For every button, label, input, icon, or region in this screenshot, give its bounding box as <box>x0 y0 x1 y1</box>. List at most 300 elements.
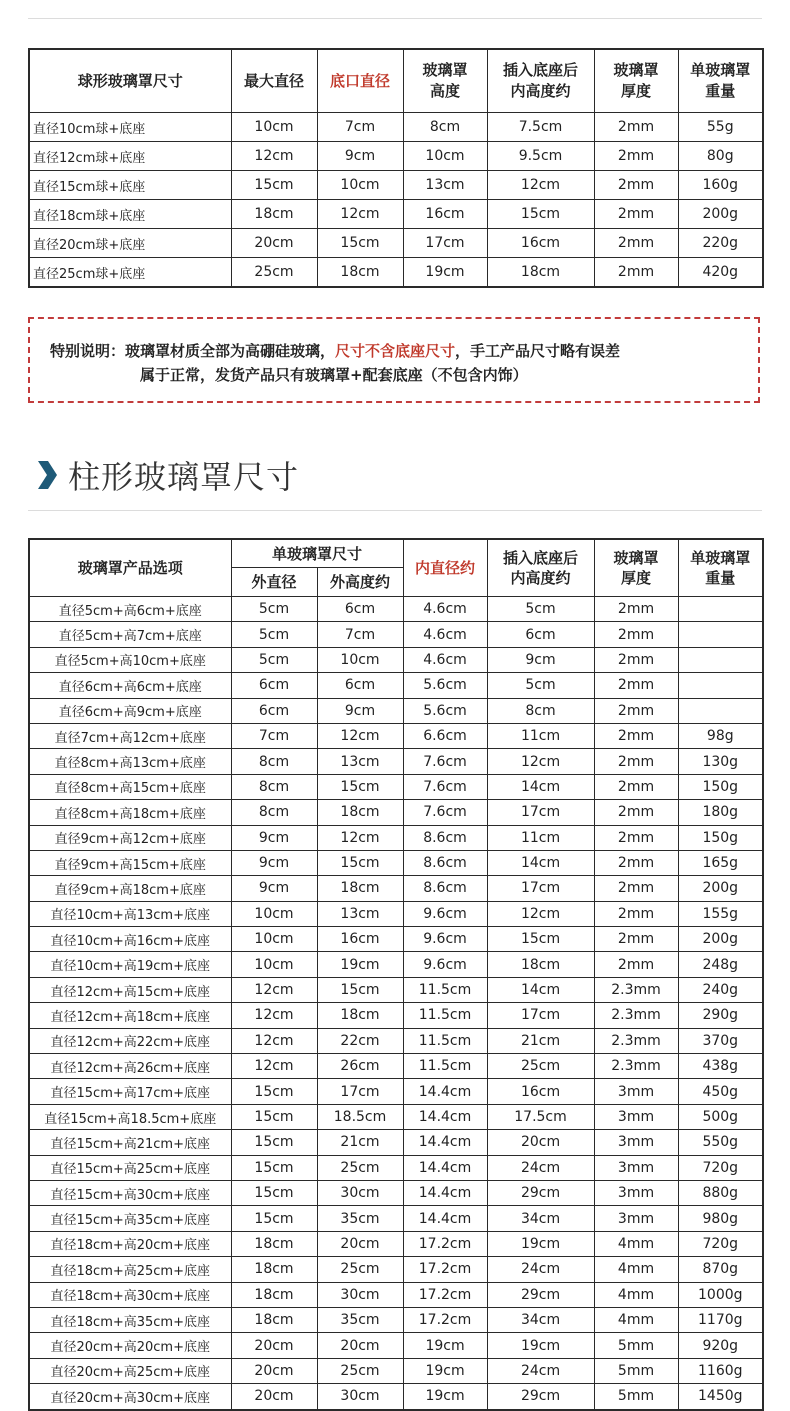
table-cell: 130g <box>678 749 763 774</box>
table-cell: 6cm <box>317 597 403 622</box>
table-cell: 10cm <box>231 901 317 926</box>
cylinder-table-row <box>29 1054 763 1079</box>
table-cell: 150g <box>678 825 763 850</box>
table-cell: 17cm <box>317 1079 403 1104</box>
cylinder-table-row <box>29 597 763 622</box>
sphere-header-thickness: 玻璃罩 厚度 <box>594 49 678 113</box>
row-label-cell: 直径25cm球+底座 <box>29 258 231 288</box>
sphere-table-row <box>29 171 763 200</box>
table-cell <box>678 647 763 672</box>
row-label-cell: 直径18cm+高35cm+底座 <box>29 1307 231 1332</box>
table-cell: 14.4cm <box>403 1155 487 1180</box>
table-cell: 4mm <box>594 1282 678 1307</box>
table-cell: 17.2cm <box>403 1307 487 1332</box>
table-cell: 2.3mm <box>594 1028 678 1053</box>
table-cell: 2mm <box>594 142 678 171</box>
table-cell: 20cm <box>231 229 317 258</box>
table-cell: 12cm <box>487 901 594 926</box>
table-cell: 7.5cm <box>487 113 594 142</box>
table-cell: 14.4cm <box>403 1104 487 1129</box>
table-cell: 19cm <box>403 1384 487 1410</box>
sphere-header-row <box>29 49 763 113</box>
notice-line-1 <box>50 340 620 361</box>
sphere-table-row <box>29 200 763 229</box>
table-cell: 5mm <box>594 1358 678 1383</box>
table-cell: 12cm <box>231 1054 317 1079</box>
table-cell: 5cm <box>231 647 317 672</box>
table-cell: 5cm <box>487 597 594 622</box>
table-cell: 2mm <box>594 723 678 748</box>
row-label-cell: 直径5cm+高10cm+底座 <box>29 647 231 672</box>
row-label-cell: 直径18cm球+底座 <box>29 200 231 229</box>
table-cell: 9cm <box>231 850 317 875</box>
table-cell: 15cm <box>231 1206 317 1231</box>
table-cell: 438g <box>678 1054 763 1079</box>
section-divider <box>28 510 762 511</box>
table-cell: 3mm <box>594 1130 678 1155</box>
sphere-table-row <box>29 113 763 142</box>
section-title: 柱形玻璃罩尺寸 <box>68 458 300 496</box>
row-label-cell: 直径20cm+高30cm+底座 <box>29 1384 231 1410</box>
cylinder-table-row <box>29 1104 763 1129</box>
table-cell: 8cm <box>487 698 594 723</box>
cyl-header-inner-diameter: 内直径约 <box>403 539 487 597</box>
table-cell: 21cm <box>487 1028 594 1053</box>
table-cell: 18cm <box>231 1231 317 1256</box>
cyl-header-outer-height: 外高度约 <box>317 568 403 597</box>
table-cell: 20cm <box>317 1231 403 1256</box>
cylinder-table-row <box>29 1358 763 1383</box>
table-cell: 3mm <box>594 1180 678 1205</box>
top-divider <box>28 18 762 19</box>
table-cell: 4.6cm <box>403 647 487 672</box>
table-cell: 15cm <box>231 1130 317 1155</box>
cylinder-table-row <box>29 622 763 647</box>
sphere-header-inner-height: 插入底座后 内高度约 <box>487 49 594 113</box>
table-cell: 2mm <box>594 673 678 698</box>
table-cell: 7cm <box>231 723 317 748</box>
sphere-header-max-diameter: 最大直径 <box>231 49 317 113</box>
table-cell: 9cm <box>317 698 403 723</box>
table-cell: 11cm <box>487 825 594 850</box>
table-cell: 24cm <box>487 1257 594 1282</box>
table-cell: 450g <box>678 1079 763 1104</box>
table-cell: 18cm <box>231 1282 317 1307</box>
sphere-header-base-diameter: 底口直径 <box>317 49 403 113</box>
table-cell: 5cm <box>231 622 317 647</box>
table-cell: 220g <box>678 229 763 258</box>
table-cell: 20cm <box>487 1130 594 1155</box>
table-cell: 21cm <box>317 1130 403 1155</box>
row-label-cell: 直径12cm球+底座 <box>29 142 231 171</box>
table-cell: 18cm <box>231 200 317 229</box>
special-notice <box>28 317 760 403</box>
table-cell: 7.6cm <box>403 800 487 825</box>
table-cell: 3mm <box>594 1155 678 1180</box>
row-label-cell: 直径15cm+高18.5cm+底座 <box>29 1104 231 1129</box>
table-cell: 3mm <box>594 1206 678 1231</box>
table-cell: 12cm <box>487 749 594 774</box>
cylinder-table-row <box>29 1231 763 1256</box>
table-cell: 200g <box>678 927 763 952</box>
table-cell: 16cm <box>403 200 487 229</box>
table-cell: 19cm <box>487 1231 594 1256</box>
cylinder-table-row <box>29 1333 763 1358</box>
cylinder-table-row <box>29 1079 763 1104</box>
table-cell: 3mm <box>594 1079 678 1104</box>
cylinder-table-row <box>29 1282 763 1307</box>
notice-text-a: 特别说明：玻璃罩材质全部为高硼硅玻璃， <box>50 342 336 360</box>
table-cell: 2mm <box>594 774 678 799</box>
table-cell <box>678 622 763 647</box>
cylinder-table-row <box>29 723 763 748</box>
table-cell: 9.6cm <box>403 901 487 926</box>
table-cell: 17.5cm <box>487 1104 594 1129</box>
cylinder-table-row <box>29 698 763 723</box>
table-cell: 16cm <box>487 229 594 258</box>
table-cell <box>678 698 763 723</box>
table-cell: 14cm <box>487 774 594 799</box>
table-cell: 1000g <box>678 1282 763 1307</box>
table-cell: 12cm <box>317 723 403 748</box>
table-cell: 248g <box>678 952 763 977</box>
table-cell: 14.4cm <box>403 1130 487 1155</box>
table-cell: 4mm <box>594 1231 678 1256</box>
table-cell: 2mm <box>594 647 678 672</box>
table-cell: 9cm <box>317 142 403 171</box>
row-label-cell: 直径15cm+高35cm+底座 <box>29 1206 231 1231</box>
sphere-header-weight: 单玻璃罩 重量 <box>678 49 763 113</box>
table-cell: 17.2cm <box>403 1282 487 1307</box>
table-cell: 30cm <box>317 1282 403 1307</box>
table-cell: 5cm <box>487 673 594 698</box>
table-cell: 4.6cm <box>403 622 487 647</box>
table-cell: 9.6cm <box>403 927 487 952</box>
table-cell: 12cm <box>487 171 594 200</box>
table-cell: 2mm <box>594 622 678 647</box>
table-cell: 11.5cm <box>403 1028 487 1053</box>
table-cell: 500g <box>678 1104 763 1129</box>
table-cell: 11cm <box>487 723 594 748</box>
table-cell: 25cm <box>317 1155 403 1180</box>
table-cell: 10cm <box>231 113 317 142</box>
row-label-cell: 直径20cm+高20cm+底座 <box>29 1333 231 1358</box>
cylinder-table-row <box>29 774 763 799</box>
cylinder-table-row <box>29 876 763 901</box>
table-cell: 14.4cm <box>403 1180 487 1205</box>
table-cell: 9.6cm <box>403 952 487 977</box>
table-cell: 29cm <box>487 1282 594 1307</box>
cylinder-table-row <box>29 800 763 825</box>
table-cell: 4.6cm <box>403 597 487 622</box>
row-label-cell: 直径8cm+高13cm+底座 <box>29 749 231 774</box>
cylinder-table-row <box>29 673 763 698</box>
table-cell: 2mm <box>594 171 678 200</box>
table-cell: 19cm <box>403 1358 487 1383</box>
table-cell: 14.4cm <box>403 1079 487 1104</box>
cylinder-table-row <box>29 977 763 1002</box>
table-cell: 9.5cm <box>487 142 594 171</box>
table-cell: 13cm <box>403 171 487 200</box>
table-cell: 20cm <box>317 1333 403 1358</box>
table-cell: 12cm <box>231 142 317 171</box>
table-cell: 22cm <box>317 1028 403 1053</box>
table-cell: 2mm <box>594 698 678 723</box>
table-cell: 8cm <box>231 749 317 774</box>
table-cell: 2mm <box>594 113 678 142</box>
table-cell: 15cm <box>317 850 403 875</box>
table-cell: 8cm <box>231 774 317 799</box>
table-cell: 18cm <box>317 876 403 901</box>
sphere-table-row <box>29 229 763 258</box>
table-cell: 16cm <box>487 1079 594 1104</box>
row-label-cell: 直径20cm球+底座 <box>29 229 231 258</box>
cylinder-table-row <box>29 850 763 875</box>
table-cell: 11.5cm <box>403 1054 487 1079</box>
section-heading <box>36 452 299 498</box>
table-cell: 3mm <box>594 1104 678 1129</box>
table-cell: 24cm <box>487 1358 594 1383</box>
row-label-cell: 直径18cm+高20cm+底座 <box>29 1231 231 1256</box>
table-cell: 18cm <box>317 258 403 288</box>
table-cell: 160g <box>678 171 763 200</box>
table-cell: 920g <box>678 1333 763 1358</box>
row-label-cell: 直径10cm+高16cm+底座 <box>29 927 231 952</box>
table-cell: 18.5cm <box>317 1104 403 1129</box>
table-cell <box>678 597 763 622</box>
cylinder-table-row <box>29 1307 763 1332</box>
table-cell <box>678 673 763 698</box>
row-label-cell: 直径10cm+高13cm+底座 <box>29 901 231 926</box>
table-cell: 1170g <box>678 1307 763 1332</box>
row-label-cell: 直径8cm+高18cm+底座 <box>29 800 231 825</box>
table-cell: 18cm <box>487 952 594 977</box>
table-cell: 12cm <box>231 977 317 1002</box>
table-cell: 13cm <box>317 749 403 774</box>
table-cell: 25cm <box>317 1257 403 1282</box>
table-cell: 2.3mm <box>594 1003 678 1028</box>
table-cell: 16cm <box>317 927 403 952</box>
cylinder-table-row <box>29 1130 763 1155</box>
table-cell: 165g <box>678 850 763 875</box>
table-cell: 2mm <box>594 200 678 229</box>
table-cell: 1160g <box>678 1358 763 1383</box>
row-label-cell: 直径12cm+高22cm+底座 <box>29 1028 231 1053</box>
table-cell: 7cm <box>317 622 403 647</box>
table-cell: 18cm <box>317 1003 403 1028</box>
table-cell: 30cm <box>317 1384 403 1410</box>
table-cell: 34cm <box>487 1206 594 1231</box>
cylinder-table-row <box>29 1003 763 1028</box>
table-cell: 2mm <box>594 749 678 774</box>
row-label-cell: 直径8cm+高15cm+底座 <box>29 774 231 799</box>
notice-text-b: ，手工产品尺寸略有误差 <box>455 342 621 360</box>
cyl-header-weight: 单玻璃罩 重量 <box>678 539 763 597</box>
row-label-cell: 直径12cm+高15cm+底座 <box>29 977 231 1002</box>
sphere-size-table <box>28 48 764 288</box>
cyl-header-outer-diameter: 外直径 <box>231 568 317 597</box>
table-cell: 5mm <box>594 1333 678 1358</box>
cylinder-table-row <box>29 1384 763 1410</box>
table-cell: 150g <box>678 774 763 799</box>
table-cell: 5cm <box>231 597 317 622</box>
table-cell: 5.6cm <box>403 673 487 698</box>
cylinder-table-row <box>29 1206 763 1231</box>
cylinder-table-row <box>29 647 763 672</box>
table-cell: 1450g <box>678 1384 763 1410</box>
row-label-cell: 直径9cm+高15cm+底座 <box>29 850 231 875</box>
chevron-right-icon <box>36 459 58 491</box>
cylinder-table-row <box>29 749 763 774</box>
table-cell: 15cm <box>231 1180 317 1205</box>
table-cell: 2mm <box>594 258 678 288</box>
notice-line-2: 属于正常，发货产品只有玻璃罩+配套底座（不包含内饰） <box>140 366 528 384</box>
table-cell: 2mm <box>594 850 678 875</box>
table-cell: 20cm <box>231 1384 317 1410</box>
table-cell: 15cm <box>487 927 594 952</box>
cylinder-header-row-1 <box>29 539 763 568</box>
table-cell: 10cm <box>231 952 317 977</box>
table-cell: 240g <box>678 977 763 1002</box>
cylinder-table-row <box>29 927 763 952</box>
table-cell: 9cm <box>231 825 317 850</box>
row-label-cell: 直径15cm+高30cm+底座 <box>29 1180 231 1205</box>
row-label-cell: 直径20cm+高25cm+底座 <box>29 1358 231 1383</box>
table-cell: 18cm <box>317 800 403 825</box>
table-cell: 12cm <box>317 825 403 850</box>
table-cell: 2.3mm <box>594 977 678 1002</box>
row-label-cell: 直径15cm球+底座 <box>29 171 231 200</box>
cylinder-table-row <box>29 952 763 977</box>
table-cell: 155g <box>678 901 763 926</box>
table-cell: 12cm <box>317 200 403 229</box>
cyl-header-thickness: 玻璃罩 厚度 <box>594 539 678 597</box>
table-cell: 980g <box>678 1206 763 1231</box>
table-cell: 15cm <box>231 1079 317 1104</box>
table-cell: 17cm <box>403 229 487 258</box>
table-cell: 20cm <box>231 1333 317 1358</box>
row-label-cell: 直径5cm+高6cm+底座 <box>29 597 231 622</box>
table-cell: 11.5cm <box>403 977 487 1002</box>
table-cell: 20cm <box>231 1358 317 1383</box>
sphere-header-size: 球形玻璃罩尺寸 <box>29 49 231 113</box>
cylinder-table-row <box>29 825 763 850</box>
table-cell: 18cm <box>231 1307 317 1332</box>
row-label-cell: 直径15cm+高21cm+底座 <box>29 1130 231 1155</box>
cyl-header-size-group: 单玻璃罩尺寸 <box>231 539 403 568</box>
table-cell: 10cm <box>231 927 317 952</box>
row-label-cell: 直径6cm+高9cm+底座 <box>29 698 231 723</box>
table-cell: 25cm <box>317 1358 403 1383</box>
table-cell: 12cm <box>231 1003 317 1028</box>
table-cell: 8.6cm <box>403 876 487 901</box>
cylinder-table-row <box>29 1028 763 1053</box>
table-cell: 10cm <box>317 647 403 672</box>
table-cell: 6.6cm <box>403 723 487 748</box>
table-cell: 35cm <box>317 1307 403 1332</box>
table-cell: 19cm <box>403 1333 487 1358</box>
table-cell: 17cm <box>487 800 594 825</box>
row-label-cell: 直径6cm+高6cm+底座 <box>29 673 231 698</box>
table-cell: 870g <box>678 1257 763 1282</box>
table-cell: 11.5cm <box>403 1003 487 1028</box>
row-label-cell: 直径9cm+高18cm+底座 <box>29 876 231 901</box>
cyl-header-inner-height: 插入底座后 内高度约 <box>487 539 594 597</box>
row-label-cell: 直径7cm+高12cm+底座 <box>29 723 231 748</box>
table-cell: 200g <box>678 876 763 901</box>
table-cell: 6cm <box>487 622 594 647</box>
table-cell: 9cm <box>231 876 317 901</box>
table-cell: 15cm <box>231 1104 317 1129</box>
table-cell: 14cm <box>487 977 594 1002</box>
table-cell: 25cm <box>487 1054 594 1079</box>
cylinder-table-row <box>29 1155 763 1180</box>
table-cell: 2mm <box>594 876 678 901</box>
row-label-cell: 直径12cm+高18cm+底座 <box>29 1003 231 1028</box>
cylinder-table-row <box>29 1257 763 1282</box>
table-cell: 6cm <box>317 673 403 698</box>
table-cell: 9cm <box>487 647 594 672</box>
table-cell: 15cm <box>487 200 594 229</box>
table-cell: 5.6cm <box>403 698 487 723</box>
table-cell: 34cm <box>487 1307 594 1332</box>
table-cell: 550g <box>678 1130 763 1155</box>
table-cell: 19cm <box>317 952 403 977</box>
table-cell: 2mm <box>594 800 678 825</box>
table-cell: 98g <box>678 723 763 748</box>
cylinder-table-row <box>29 1180 763 1205</box>
table-cell: 14cm <box>487 850 594 875</box>
row-label-cell: 直径15cm+高25cm+底座 <box>29 1155 231 1180</box>
table-cell: 6cm <box>231 698 317 723</box>
table-cell: 14.4cm <box>403 1206 487 1231</box>
table-cell: 18cm <box>487 258 594 288</box>
cylinder-table-row <box>29 901 763 926</box>
table-cell: 720g <box>678 1231 763 1256</box>
table-cell: 19cm <box>403 258 487 288</box>
table-cell: 35cm <box>317 1206 403 1231</box>
table-cell: 2mm <box>594 952 678 977</box>
table-cell: 8.6cm <box>403 825 487 850</box>
row-label-cell: 直径10cm+高19cm+底座 <box>29 952 231 977</box>
table-cell: 17cm <box>487 876 594 901</box>
row-label-cell: 直径18cm+高30cm+底座 <box>29 1282 231 1307</box>
table-cell: 2mm <box>594 927 678 952</box>
table-cell: 15cm <box>317 229 403 258</box>
table-cell: 8cm <box>403 113 487 142</box>
row-label-cell: 直径18cm+高25cm+底座 <box>29 1257 231 1282</box>
table-cell: 18cm <box>231 1257 317 1282</box>
table-cell: 180g <box>678 800 763 825</box>
table-cell: 420g <box>678 258 763 288</box>
table-cell: 25cm <box>231 258 317 288</box>
table-cell: 290g <box>678 1003 763 1028</box>
table-cell: 15cm <box>231 1155 317 1180</box>
table-cell: 55g <box>678 113 763 142</box>
table-cell: 80g <box>678 142 763 171</box>
table-cell: 10cm <box>317 171 403 200</box>
table-cell: 2mm <box>594 825 678 850</box>
table-cell: 370g <box>678 1028 763 1053</box>
notice-highlight: 尺寸不含底座尺寸 <box>335 342 456 360</box>
row-label-cell: 直径9cm+高12cm+底座 <box>29 825 231 850</box>
table-cell: 4mm <box>594 1307 678 1332</box>
table-cell: 17.2cm <box>403 1257 487 1282</box>
table-cell: 4mm <box>594 1257 678 1282</box>
table-cell: 17.2cm <box>403 1231 487 1256</box>
table-cell: 24cm <box>487 1155 594 1180</box>
table-cell: 880g <box>678 1180 763 1205</box>
